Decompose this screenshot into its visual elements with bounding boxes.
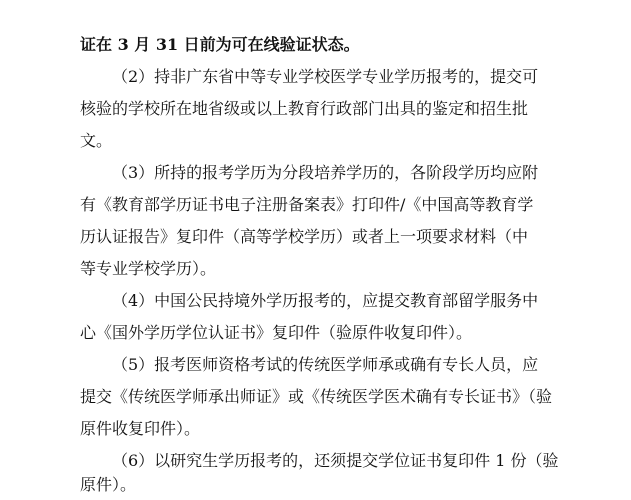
document-line-5: （3）所持的报考学历为分段培养学历的，各阶段学历均应附 bbox=[112, 163, 539, 182]
document-line-1: 证在 3 月 31 日前为可在线验证状态。 bbox=[80, 35, 360, 54]
document-line-4: 文。 bbox=[80, 131, 113, 150]
document-line-12: 提交《传统医学师承出师证》或《传统医学医术确有专长证书》（验 bbox=[80, 387, 553, 406]
document-line-3: 核验的学校所在地省级或以上教育行政部门出具的鉴定和招生批 bbox=[80, 99, 529, 118]
document-line-7: 历认证报告》复印件（高等学校学历）或者上一项要求材料（中 bbox=[80, 227, 529, 246]
document-line-8: 等专业学校学历）。 bbox=[80, 259, 217, 278]
document-line-11: （5）报考医师资格考试的传统医学师承或确有专长人员，应 bbox=[112, 355, 539, 374]
document-line-9: （4）中国公民持境外学历报考的，应提交教育部留学服务中 bbox=[112, 291, 539, 310]
document-line-15: 原件）。 bbox=[80, 475, 137, 494]
document-line-2: （2）持非广东省中等专业学校医学专业学历报考的，提交可 bbox=[112, 67, 539, 86]
document-line-6: 有《教育部学历证书电子注册备案表》打印件/《中国高等教育学 bbox=[80, 195, 534, 214]
document-line-14: （6）以研究生学历报考的，还须提交学位证书复印件 1 份（验 bbox=[112, 451, 559, 470]
document-line-10: 心《国外学历学位认证书》复印件（验原件收复印件）。 bbox=[80, 323, 473, 342]
document-line-13: 原件收复印件）。 bbox=[80, 419, 201, 438]
